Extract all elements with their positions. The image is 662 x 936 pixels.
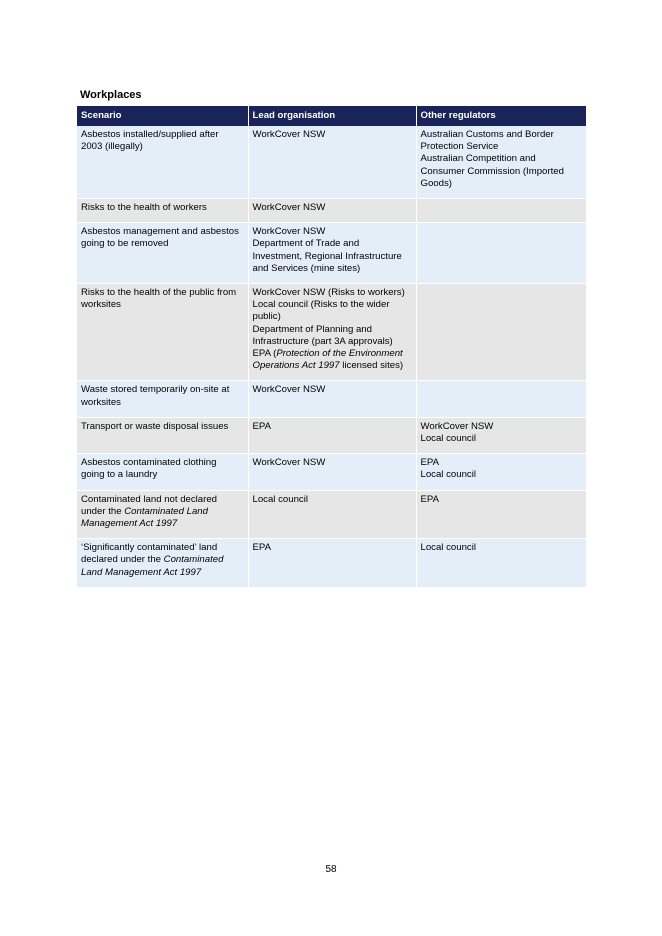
scenario-cell bbox=[77, 490, 248, 539]
cell-text: Waste stored temporarily on-site at bbox=[81, 384, 230, 396]
cell-text: Asbestos management and asbestos bbox=[81, 226, 239, 238]
cell-text bbox=[253, 360, 412, 372]
lead-cell bbox=[248, 539, 416, 588]
other-cell bbox=[416, 417, 586, 453]
cell-text: Local council (Risks to the wider bbox=[252, 299, 390, 311]
cell-text: WorkCover NSW bbox=[252, 457, 326, 469]
other-cell bbox=[416, 539, 586, 588]
cell-text: worksites bbox=[81, 396, 121, 408]
scenario-cell bbox=[77, 417, 248, 453]
table-row bbox=[77, 381, 586, 417]
table-row bbox=[77, 539, 586, 588]
scenario-cell bbox=[77, 539, 248, 588]
act-title: Protection of the Environment bbox=[276, 348, 403, 360]
act-title: Operations Act 1997 bbox=[252, 360, 340, 372]
other-cell bbox=[416, 381, 586, 417]
cell-text: Consumer Commission (Imported bbox=[420, 165, 564, 177]
cell-text: WorkCover NSW bbox=[252, 226, 326, 238]
cell-text: Risks to the health of workers bbox=[81, 202, 207, 214]
cell-text bbox=[81, 554, 244, 566]
cell-text: WorkCover NSW (Risks to workers) bbox=[252, 287, 405, 299]
other-cell bbox=[416, 454, 586, 490]
table-header-row bbox=[77, 106, 586, 126]
act-title: Land Management Act 1997 bbox=[81, 566, 202, 578]
lead-cell bbox=[248, 490, 416, 539]
cell-text: WorkCover NSW bbox=[252, 129, 326, 140]
cell-text: Asbestos installed/supplied after bbox=[81, 129, 219, 140]
table-row bbox=[77, 223, 586, 284]
other-cell bbox=[416, 223, 586, 284]
cell-text: under the bbox=[81, 505, 125, 517]
cell-text: Department of Trade and bbox=[252, 238, 360, 250]
other-cell bbox=[416, 126, 586, 199]
cell-text: Protection Service bbox=[420, 141, 499, 153]
regulators-table bbox=[77, 106, 586, 588]
lead-cell bbox=[248, 417, 416, 453]
table-row bbox=[77, 490, 586, 539]
cell-text bbox=[253, 348, 412, 360]
cell-text: WorkCover NSW bbox=[252, 202, 326, 214]
table-row bbox=[77, 199, 586, 223]
lead-cell bbox=[248, 454, 416, 490]
scenario-cell bbox=[77, 199, 248, 223]
lead-cell bbox=[248, 126, 416, 199]
act-title: Contaminated bbox=[163, 554, 224, 566]
cell-text: Asbestos contaminated clothing bbox=[81, 457, 217, 469]
cell-text: Investment, Regional Infrastructure bbox=[252, 250, 402, 262]
table-row bbox=[77, 126, 586, 199]
cell-text: Risks to the health of the public from bbox=[81, 287, 237, 299]
cell-text: public) bbox=[252, 311, 281, 323]
cell-text: Goods) bbox=[420, 177, 452, 189]
cell-text: Infrastructure (part 3A approvals) bbox=[252, 335, 393, 347]
table-row bbox=[77, 454, 586, 490]
cell-text: EPA bbox=[252, 420, 271, 432]
cell-text: Contaminated land not declared bbox=[81, 493, 218, 505]
cell-text: EPA bbox=[252, 542, 271, 554]
cell-text: Local council bbox=[420, 542, 476, 554]
other-cell bbox=[416, 199, 586, 223]
scenario-cell bbox=[77, 126, 248, 199]
cell-text: ‘Significantly contaminated’ land bbox=[81, 542, 218, 554]
cell-text: Department of Planning and bbox=[252, 323, 372, 335]
other-cell bbox=[416, 490, 586, 539]
cell-text: EPA bbox=[420, 457, 439, 469]
cell-text: going to be removed bbox=[81, 238, 169, 250]
section-heading: Workplaces bbox=[80, 89, 142, 101]
cell-text: Local council bbox=[420, 469, 476, 481]
cell-text: Local council bbox=[420, 433, 476, 445]
cell-text: declared under the bbox=[81, 554, 164, 566]
cell-text: Australian Customs and Border bbox=[420, 129, 554, 140]
cell-text: Local council bbox=[252, 493, 308, 505]
cell-text: licensed sites) bbox=[339, 360, 404, 372]
other-cell bbox=[416, 284, 586, 381]
cell-text: and Services (mine sites) bbox=[252, 262, 361, 274]
header-scenario: Scenario bbox=[77, 106, 248, 126]
header-other-regulators: Other regulators bbox=[416, 106, 586, 126]
scenario-cell bbox=[77, 381, 248, 417]
cell-text: WorkCover NSW bbox=[420, 420, 494, 432]
page-number: 58 bbox=[325, 864, 337, 875]
lead-cell bbox=[248, 284, 416, 381]
cell-text bbox=[81, 506, 244, 518]
cell-text: Australian Competition and bbox=[420, 153, 536, 165]
cell-text bbox=[81, 518, 244, 530]
cell-text: worksites bbox=[81, 299, 121, 311]
act-title: Management Act 1997 bbox=[81, 518, 178, 530]
cell-text: 2003 (illegally) bbox=[81, 141, 143, 153]
table-row bbox=[77, 284, 586, 381]
scenario-cell bbox=[77, 284, 248, 381]
lead-cell bbox=[248, 223, 416, 284]
act-title: Contaminated Land bbox=[124, 505, 208, 517]
cell-text: going to a laundry bbox=[81, 469, 158, 481]
lead-cell bbox=[248, 199, 416, 223]
header-lead-organisation: Lead organisation bbox=[248, 106, 416, 126]
cell-text: EPA ( bbox=[252, 348, 277, 360]
scenario-cell bbox=[77, 223, 248, 284]
scenario-cell bbox=[77, 454, 248, 490]
lead-cell bbox=[248, 381, 416, 417]
cell-text: EPA bbox=[420, 493, 439, 505]
cell-text: Transport or waste disposal issues bbox=[81, 420, 229, 432]
cell-text bbox=[81, 567, 244, 579]
cell-text: WorkCover NSW bbox=[252, 384, 326, 396]
table-row bbox=[77, 417, 586, 453]
